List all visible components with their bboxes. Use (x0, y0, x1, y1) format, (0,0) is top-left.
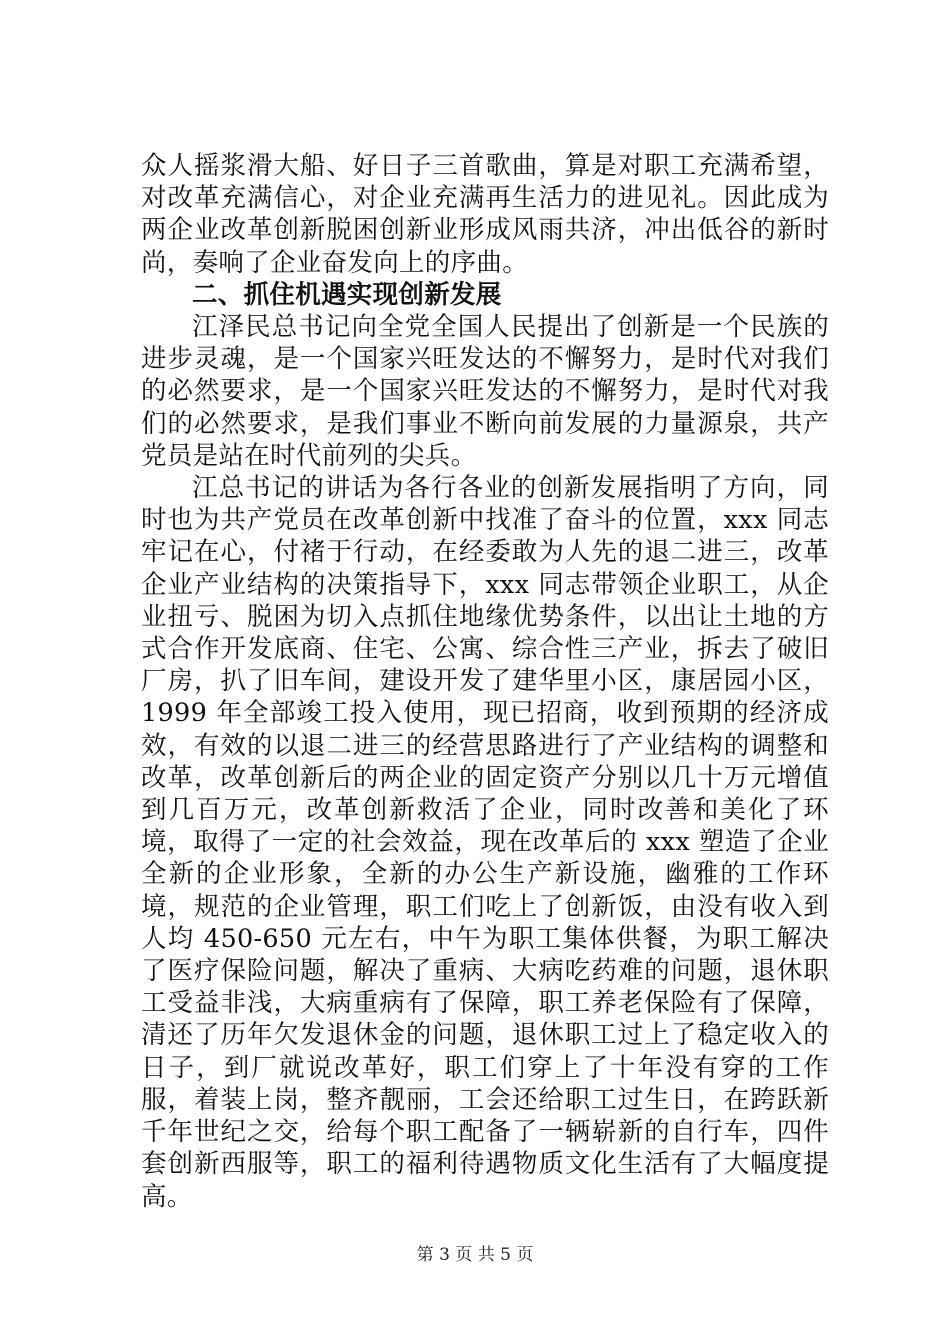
paragraph-enterprise-reform: 江总书记的讲话为各行各业的创新发展指明了方向，同时也为共产党员在改革创新中找准了奋斗的位置，xxx 同志牢记在心，付褚于行动，在经委敢为人先的退二进三，改革企业产业结构的决策指导下，xxx 同志带领企业职工，从企业扭亏、脱困为切入点抓住地缘优势条件，以出让土地的方式合作开发底商、住宅、公寓、综合性三产业，拆去了破旧厂房，扒了旧车间，建设开发了建华里小区，康居园小区，1999 年全部竣工投入使用，现已招商，收到预期的经济成效，有效的以退二进三的经营思路进行了产业结构的调整和改革，改革创新后的两企业的固定资产分别以几十万元增值到几百万元，改革创新救活了企业，同时改善和美化了环境，取得了一定的社会效益，现在改革后的 xxx 塑造了企业全新的企业形象，全新的办公生产新设施，幽雅的工作环境，规范的企业管理，职工们吃上了创新饭，由没有收入到人均 450-650 元左右，中午为职工集体供餐，为职工解决了医疗保险问题，解决了重病、大病吃药难的问题，退休职工受益非浅，大病重病有了保障，职工养老保险有了保障，清还了历年欠发退休金的问题，退休职工过上了稳定收入的日子，到厂就说改革好，职工们穿上了十年没有穿的工作服，着装上岗，整齐靓丽，工会还给职工过生日，在跨跃新千年世纪之交，给每个职工配备了一辆崭新的自行车，四件套创新西服等，职工的福利待遇物质文化生活有了大幅度提高。 (141, 473, 829, 1212)
paragraph-innovation-call: 江泽民总书记向全党全国人民提出了创新是一个民族的进步灵魂，是一个国家兴旺发达的不懈努力，是时代对我们的必然要求，是一个国家兴旺发达的不懈努力，是时代对我们的必然要求，是我们事业不断向前发展的力量源泉，共产党员是站在时代前列的尖兵。 (141, 312, 829, 471)
page-number-footer: 第 3 页 共 5 页 (416, 1245, 534, 1265)
document-body (141, 150, 829, 1213)
paragraph-continued: 众人摇浆滑大船、好日子三首歌曲，算是对职工充满希望，对改革充满信心，对企业充满再生活力的进见礼。因此成为两企业改革创新脱困创新业形成风雨共济，冲出低谷的新时尚，奏响了企业奋发向上的序曲。 (141, 151, 829, 278)
section-heading: 二、抓住机遇实现创新发展 (192, 279, 502, 310)
